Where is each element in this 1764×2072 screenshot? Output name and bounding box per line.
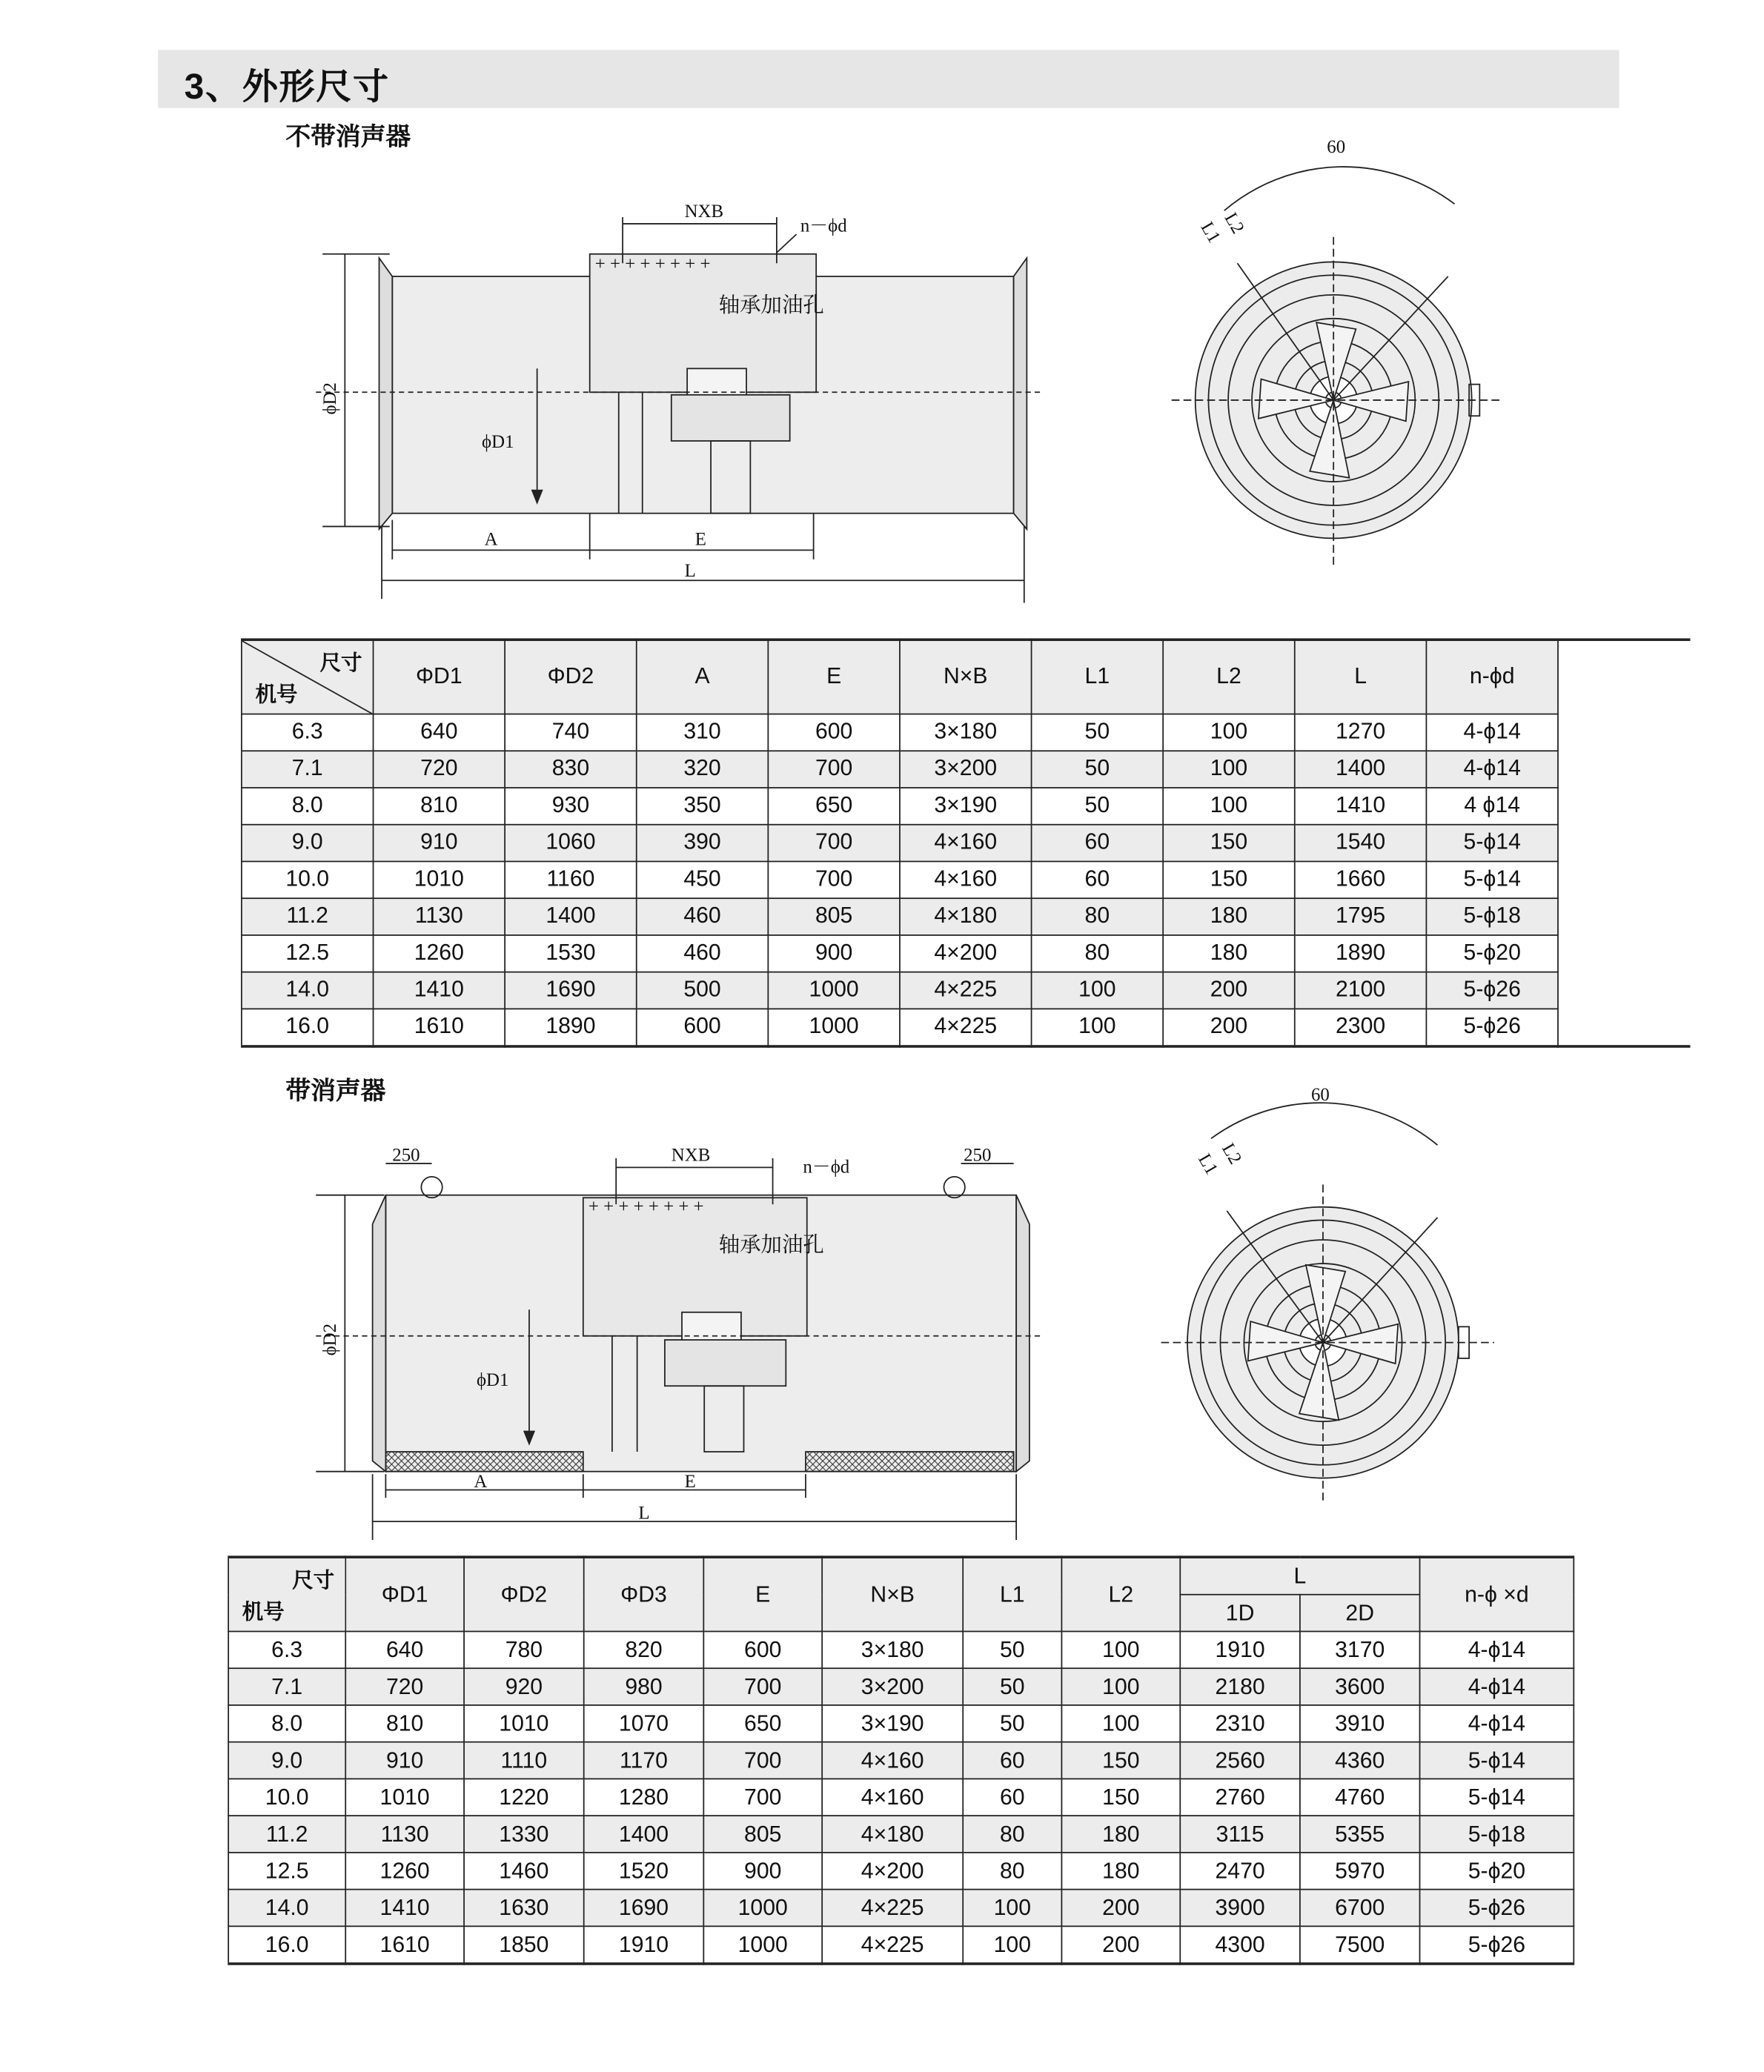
label-left-offset: 250 (392, 1145, 420, 1166)
table-cell: 100 (1163, 787, 1295, 824)
table-cell: 4×225 (822, 1926, 963, 1964)
table-cell: 7.1 (228, 1668, 345, 1705)
table-row (228, 1853, 1574, 1890)
label-holes: n－ϕd (800, 216, 847, 236)
table-cell: 5-ϕ18 (1420, 1816, 1574, 1853)
table-cell: 14.0 (242, 972, 374, 1009)
label-e-2: E (684, 1471, 696, 1492)
table-cell: 2100 (1295, 972, 1427, 1009)
table-cell: 1270 (1295, 714, 1427, 751)
table-cell: 1520 (584, 1853, 704, 1890)
side-view-drawing-1 (0, 0, 1764, 632)
table-cell: 5-ϕ14 (1420, 1742, 1574, 1779)
label-oil-hole-2: 轴承加油孔 (718, 1234, 824, 1258)
table-cell: 1910 (584, 1926, 704, 1964)
subtitle-without-silencer: 不带消声器 (285, 123, 411, 152)
table-cell: 1460 (464, 1853, 584, 1890)
table-row (228, 1926, 1574, 1964)
label-a: A (484, 529, 498, 550)
table-cell: 50 (963, 1705, 1061, 1742)
table-cell: 2560 (1180, 1742, 1300, 1779)
table-cell: 1610 (345, 1926, 464, 1964)
table-cell: 600 (703, 1631, 822, 1668)
table-cell: 720 (374, 750, 505, 787)
dimension-table-without-silencer (241, 638, 1690, 1046)
table-cell: 930 (505, 787, 637, 824)
table-cell: 2310 (1180, 1705, 1300, 1742)
label-a-2: A (474, 1471, 488, 1492)
table-cell: 5-ϕ18 (1426, 897, 1558, 934)
table-row (228, 1631, 1574, 1668)
table-cell: 1220 (464, 1779, 584, 1816)
table-cell: 1890 (1295, 934, 1427, 972)
svg-text:+ + + + + + + +: + + + + + + + + (594, 254, 711, 275)
table-cell: 5970 (1300, 1853, 1420, 1890)
table-cell: 14.0 (228, 1890, 345, 1927)
table-cell: 500 (637, 972, 769, 1009)
table-cell: 80 (1032, 897, 1164, 934)
table-cell: 1850 (464, 1926, 584, 1964)
table-cell: 700 (768, 861, 900, 898)
table-row (228, 1705, 1574, 1742)
table-cell: 310 (637, 714, 769, 751)
column-header: ΦD3 (584, 1557, 704, 1631)
table-cell: 8.0 (242, 787, 374, 824)
table-cell: 100 (1061, 1631, 1180, 1668)
table-cell: 9.0 (228, 1742, 345, 1779)
column-header: L (1295, 640, 1427, 713)
column-subheader: 1D (1180, 1595, 1300, 1632)
table-cell: 700 (703, 1668, 822, 1705)
table-cell: 5-ϕ26 (1426, 1008, 1558, 1046)
table-cell: 1260 (374, 934, 505, 972)
table-cell: 640 (374, 714, 505, 751)
table-cell: 3×200 (822, 1668, 963, 1705)
table-cell: 180 (1061, 1853, 1180, 1890)
subtitle-with-silencer: 带消声器 (285, 1077, 386, 1106)
table-cell: 700 (768, 750, 900, 787)
table-cell: 4×200 (900, 934, 1032, 972)
table-cell: 10.0 (228, 1779, 345, 1816)
section-title: 3、外形尺寸 (184, 67, 390, 107)
table-cell: 4×160 (900, 861, 1032, 898)
table-cell: 50 (963, 1668, 1061, 1705)
table-cell: 1160 (505, 861, 637, 898)
table-cell: 460 (637, 934, 769, 972)
table-cell: 910 (345, 1742, 464, 1779)
table-cell: 1610 (374, 1008, 505, 1046)
table-cell: 3×190 (900, 787, 1032, 824)
table-cell: 4-ϕ14 (1426, 750, 1558, 787)
label-angle: 60 (1327, 137, 1346, 158)
table-cell: 1530 (505, 934, 637, 972)
table-cell: 150 (1163, 824, 1295, 861)
table-cell: 3×200 (900, 750, 1032, 787)
table-cell: 50 (963, 1631, 1061, 1668)
table-cell: 4-ϕ14 (1420, 1631, 1574, 1668)
table-cell: 4×225 (900, 1008, 1032, 1046)
table-cell: 4×160 (822, 1779, 963, 1816)
table-cell: 920 (464, 1668, 584, 1705)
label-l1-2: L1 (1194, 1150, 1222, 1178)
column-header: L1 (963, 1557, 1061, 1631)
table-cell: 11.2 (228, 1816, 345, 1853)
table-cell: 7500 (1300, 1926, 1420, 1964)
table-cell: 830 (505, 750, 637, 787)
table-cell: 1010 (464, 1705, 584, 1742)
table-cell: 100 (1163, 750, 1295, 787)
column-header: L1 (1032, 640, 1164, 713)
column-header: A (637, 640, 769, 713)
corner-top-label-2: 尺寸 (292, 1570, 335, 1593)
table-cell: 3×190 (822, 1705, 963, 1742)
table-cell: 60 (963, 1742, 1061, 1779)
table-row (228, 1890, 1574, 1927)
table-cell: 740 (505, 714, 637, 751)
table-cell: 1000 (703, 1926, 822, 1964)
table-cell: 3600 (1300, 1668, 1420, 1705)
table-row (228, 1779, 1574, 1816)
table-cell: 4-ϕ14 (1420, 1705, 1574, 1742)
table-cell: 1170 (584, 1742, 704, 1779)
table-cell: 5-ϕ14 (1420, 1779, 1574, 1816)
column-header: E (703, 1557, 822, 1631)
label-nxb-2: NXB (671, 1145, 711, 1166)
label-d2: ϕD2 (319, 382, 340, 415)
table-cell: 4×225 (822, 1890, 963, 1927)
label-right-offset: 250 (964, 1145, 992, 1166)
table-cell: 1110 (464, 1742, 584, 1779)
table-cell: 600 (637, 1008, 769, 1046)
label-e: E (694, 529, 706, 550)
table-cell: 80 (963, 1853, 1061, 1890)
table-corner-header-2 (228, 1557, 345, 1631)
table-cell: 5-ϕ26 (1420, 1890, 1574, 1927)
column-header: ΦD1 (374, 640, 505, 713)
table-cell: 5355 (1300, 1816, 1420, 1853)
table-cell: 200 (1163, 1008, 1295, 1046)
column-header: ΦD2 (505, 640, 637, 713)
table-cell: 1000 (703, 1890, 822, 1927)
table-cell: 810 (374, 787, 505, 824)
table-row (242, 787, 1690, 824)
column-header: n-ϕ ×d (1420, 1557, 1574, 1631)
table-cell: 200 (1061, 1890, 1180, 1927)
table-cell: 805 (703, 1816, 822, 1853)
table-cell: 8.0 (228, 1705, 345, 1742)
table-cell: 150 (1163, 861, 1295, 898)
table-cell: 1795 (1295, 897, 1427, 934)
table-cell: 1410 (345, 1890, 464, 1927)
label-d1: ϕD1 (482, 431, 514, 452)
column-header: ΦD2 (464, 1557, 584, 1631)
table-cell: 10.0 (242, 861, 374, 898)
table-cell: 3115 (1180, 1816, 1300, 1853)
corner-top-label: 尺寸 (319, 652, 362, 676)
table-cell: 5-ϕ26 (1426, 972, 1558, 1009)
table-cell: 1690 (505, 972, 637, 1009)
table-cell: 700 (768, 824, 900, 861)
svg-text:+ + + + + + + +: + + + + + + + + (588, 1196, 704, 1217)
table-cell: 1630 (464, 1890, 584, 1927)
table-row (242, 897, 1690, 934)
table-cell: 2470 (1180, 1853, 1300, 1890)
table-cell: 200 (1061, 1926, 1180, 1964)
table-cell: 4-ϕ14 (1420, 1668, 1574, 1705)
table-row (242, 750, 1690, 787)
table-cell: 1010 (374, 861, 505, 898)
column-header: L2 (1163, 640, 1295, 713)
table-cell: 4300 (1180, 1926, 1300, 1964)
table-cell: 60 (963, 1779, 1061, 1816)
table-cell: 5-ϕ20 (1426, 934, 1558, 972)
table-cell: 100 (963, 1926, 1061, 1964)
corner-bottom-label-2: 机号 (242, 1601, 285, 1624)
table-cell: 780 (464, 1631, 584, 1668)
column-header: N×B (822, 1557, 963, 1631)
column-header: N×B (900, 640, 1032, 713)
table-corner-header (242, 640, 374, 713)
table-cell: 4×200 (822, 1853, 963, 1890)
table-cell: 3900 (1180, 1890, 1300, 1927)
table-cell: 100 (1032, 972, 1164, 1009)
table-cell: 980 (584, 1668, 704, 1705)
table-cell: 4×180 (822, 1816, 963, 1853)
table-cell: 650 (703, 1705, 822, 1742)
table-row (242, 861, 1690, 898)
table-cell: 50 (1032, 714, 1164, 751)
table-cell: 700 (703, 1779, 822, 1816)
table-cell: 1260 (345, 1853, 464, 1890)
table-cell: 6.3 (242, 714, 374, 751)
table-row (242, 824, 1690, 861)
corner-bottom-label: 机号 (255, 683, 298, 706)
label-oil-hole: 轴承加油孔 (718, 293, 824, 317)
table-cell: 1060 (505, 824, 637, 861)
table-row (242, 934, 1690, 972)
table-cell: 5-ϕ14 (1426, 861, 1558, 898)
table-cell: 180 (1163, 934, 1295, 972)
column-header: E (768, 640, 900, 713)
table-cell: 650 (768, 787, 900, 824)
label-l2-2: L2 (1218, 1140, 1246, 1168)
label-l-2: L (638, 1503, 650, 1524)
table-row (228, 1668, 1574, 1705)
table-cell: 640 (345, 1631, 464, 1668)
table-cell: 50 (1032, 750, 1164, 787)
side-view-drawing-2 (0, 1079, 1764, 1553)
table-cell: 16.0 (242, 1008, 374, 1046)
table-cell: 5-ϕ26 (1420, 1926, 1574, 1964)
table-cell: 1070 (584, 1705, 704, 1742)
table-cell: 4×160 (822, 1742, 963, 1779)
label-l1: L1 (1196, 218, 1224, 247)
table-cell: 1130 (345, 1816, 464, 1853)
table-cell: 1010 (345, 1779, 464, 1816)
table-cell: 7.1 (242, 750, 374, 787)
table-row (228, 1816, 1574, 1853)
column-subheader: 2D (1300, 1595, 1420, 1632)
label-l2: L2 (1220, 209, 1248, 237)
table-cell: 3×180 (822, 1631, 963, 1668)
table-cell: 4×160 (900, 824, 1032, 861)
column-header: ΦD1 (345, 1557, 464, 1631)
table-cell: 1690 (584, 1890, 704, 1927)
table-cell: 2180 (1180, 1668, 1300, 1705)
label-nxb: NXB (684, 202, 724, 222)
table-cell: 1660 (1295, 861, 1427, 898)
table-cell: 390 (637, 824, 769, 861)
column-header: L2 (1061, 1557, 1180, 1631)
table-cell: 4×225 (900, 972, 1032, 1009)
table-cell: 910 (374, 824, 505, 861)
table-cell: 100 (963, 1890, 1061, 1927)
table-cell: 820 (584, 1631, 704, 1668)
table-cell: 11.2 (242, 897, 374, 934)
table-cell: 1400 (1295, 750, 1427, 787)
table-cell: 4×180 (900, 897, 1032, 934)
table-cell: 9.0 (242, 824, 374, 861)
table-cell: 1330 (464, 1816, 584, 1853)
table-cell: 1540 (1295, 824, 1427, 861)
table-cell: 5-ϕ14 (1426, 824, 1558, 861)
table-cell: 700 (703, 1742, 822, 1779)
table-cell: 460 (637, 897, 769, 934)
label-d1-2: ϕD1 (476, 1370, 509, 1391)
table-cell: 1130 (374, 897, 505, 934)
label-d2-2: ϕD2 (319, 1323, 340, 1356)
table-cell: 810 (345, 1705, 464, 1742)
table-cell: 900 (768, 934, 900, 972)
table-cell: 80 (963, 1816, 1061, 1853)
table-cell: 4360 (1300, 1742, 1420, 1779)
table-cell: 6700 (1300, 1890, 1420, 1927)
table-row (242, 972, 1690, 1009)
table-cell: 1280 (584, 1779, 704, 1816)
table-cell: 1890 (505, 1008, 637, 1046)
table-cell: 100 (1163, 714, 1295, 751)
table-cell: 50 (1032, 787, 1164, 824)
table-cell: 1000 (768, 1008, 900, 1046)
table-cell: 4 ϕ14 (1426, 787, 1558, 824)
label-angle-2: 60 (1310, 1084, 1330, 1105)
label-holes-2: n－ϕd (803, 1157, 850, 1178)
table-cell: 2760 (1180, 1779, 1300, 1816)
table-cell: 16.0 (228, 1926, 345, 1964)
dimension-table-with-silencer (228, 1555, 1574, 1965)
label-l: L (684, 560, 696, 581)
table-cell: 100 (1061, 1705, 1180, 1742)
column-group-header-l: L (1180, 1557, 1419, 1595)
table-cell: 150 (1061, 1742, 1180, 1779)
table-cell: 1400 (584, 1816, 704, 1853)
table-row (242, 714, 1690, 751)
table-cell: 6.3 (228, 1631, 345, 1668)
table-cell: 720 (345, 1668, 464, 1705)
table-cell: 3170 (1300, 1631, 1420, 1668)
table-cell: 180 (1163, 897, 1295, 934)
table-cell: 60 (1032, 824, 1164, 861)
table-cell: 3×180 (900, 714, 1032, 751)
table-cell: 4760 (1300, 1779, 1420, 1816)
table-cell: 5-ϕ20 (1420, 1853, 1574, 1890)
table-row (242, 1008, 1690, 1046)
table-cell: 1000 (768, 972, 900, 1009)
table-cell: 1410 (1295, 787, 1427, 824)
table-cell: 180 (1061, 1816, 1180, 1853)
table-cell: 150 (1061, 1779, 1180, 1816)
table-cell: 2300 (1295, 1008, 1427, 1046)
table-cell: 100 (1061, 1668, 1180, 1705)
table-row (228, 1742, 1574, 1779)
table-cell: 200 (1163, 972, 1295, 1009)
table-cell: 1910 (1180, 1631, 1300, 1668)
table-cell: 4-ϕ14 (1426, 714, 1558, 751)
table-cell: 600 (768, 714, 900, 751)
table-cell: 450 (637, 861, 769, 898)
table-cell: 12.5 (228, 1853, 345, 1890)
table-cell: 350 (637, 787, 769, 824)
table-cell: 1410 (374, 972, 505, 1009)
table-cell: 320 (637, 750, 769, 787)
table-cell: 60 (1032, 861, 1164, 898)
table-cell: 3910 (1300, 1705, 1420, 1742)
table-cell: 12.5 (242, 934, 374, 972)
table-cell: 900 (703, 1853, 822, 1890)
table-cell: 805 (768, 897, 900, 934)
column-header: n-ϕd (1426, 640, 1558, 713)
table-cell: 1400 (505, 897, 637, 934)
table-cell: 80 (1032, 934, 1164, 972)
table-cell: 100 (1032, 1008, 1164, 1046)
